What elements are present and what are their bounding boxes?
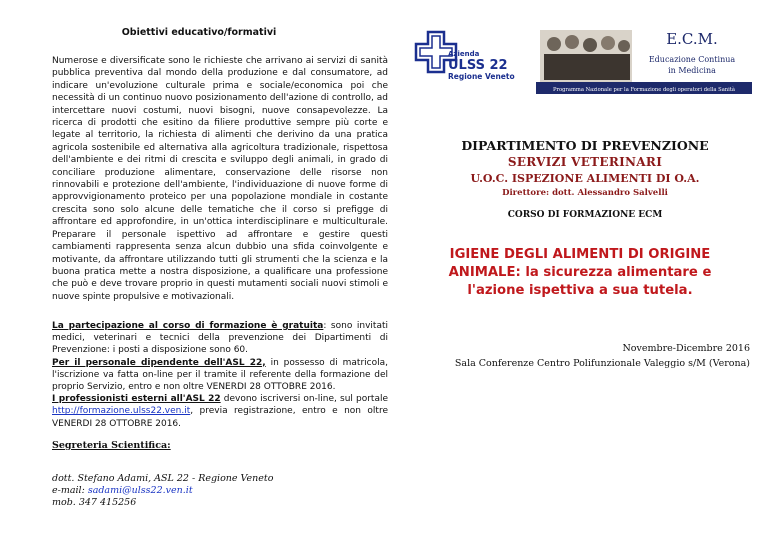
external-rest: , previa registrazione, entro e non oltre VENERDI 28 OTTOBRE 2016. (52, 406, 388, 429)
external-mid: devono iscriversi on-line, sul portale (220, 394, 388, 405)
course-label: CORSO DI FORMAZIONE ECM (507, 210, 663, 220)
ulss-line1: Azienda (448, 50, 480, 58)
internal-paragraph (52, 357, 388, 394)
ecm-portrait-icon (540, 30, 632, 82)
right-panel (384, 0, 768, 543)
course-venue: Sala Conferenze Centro Polifunzionale Valeggio s/M (Verona) (454, 358, 750, 369)
secretariat-email-label: e-mail: (52, 485, 88, 496)
internal-rest: in possesso di matricola, l'iscrizione va fatta on-line per il tramite il referente della formazione del proprio Servizio, entro e non oltre VENERDI 28 OTTOBRE 2016. (52, 357, 388, 393)
course-title (404, 246, 756, 300)
registration-portal-link[interactable]: http://formazione.ulss22.ven.it (52, 406, 191, 417)
ulss22-logo (414, 28, 544, 88)
ulss-line2: ULSS 22 (448, 58, 508, 73)
department-name: DIPARTIMENTO DI PREVENZIONE (461, 138, 709, 153)
course-title-line1: IGIENE DEGLI ALIMENTI DI ORIGINE (449, 247, 711, 262)
course-title-line3: l'azione ispettiva a sua tutela. (467, 283, 693, 298)
external-paragraph (52, 393, 388, 430)
external-lead: I professionisti esterni all'ASL 22 (52, 394, 221, 405)
participation-section (52, 320, 388, 430)
participation-rest: : sono invitati medici, veterinari e tecnici della prevenzione dei Dipartimenti di Prevenzione: i posti a disposizione sono 60. (52, 321, 388, 356)
secretariat-email-link[interactable]: sadami@ulss22.ven.it (87, 485, 193, 496)
participation-paragraph (52, 320, 388, 357)
ecm-title: E.C.M. (666, 30, 718, 48)
course-title-line2: ANIMALE: la sicurezza alimentare e (448, 265, 712, 280)
secretariat-email-line (52, 485, 352, 497)
secretariat-title: Segreteria Scientifica: (52, 440, 171, 451)
director-name: Direttore: dott. Alessandro Salvelli (502, 188, 668, 198)
objectives-title: Obiettivi educativo/formativi (121, 27, 277, 38)
ulss-line3: Regione Veneto (448, 72, 515, 81)
participation-lead: La partecipazione al corso di formazione è gratuita (52, 321, 324, 331)
services-name: SERVIZI VETERINARI (507, 155, 663, 169)
ecm-subtitle2: in Medicina (668, 66, 716, 75)
secretariat-section (52, 440, 352, 509)
unit-name: U.O.C. ISPEZIONE ALIMENTI DI O.A. (470, 172, 700, 185)
ecm-bar-text: Programma Nazionale per la Formazione degli operatori della Sanità (553, 87, 735, 93)
ecm-logo (536, 28, 752, 96)
secretariat-name: dott. Stefano Adami, ASL 22 - Regione Veneto (52, 473, 274, 484)
secretariat-phone: mob. 347 415256 (52, 497, 137, 508)
course-dates: Novembre-Dicembre 2016 (622, 343, 750, 354)
objectives-body: Numerose e diversificate sono le richieste che arrivano ai servizi di sanità pubblica preventiva dal mondo della produzione e dal consumatore, ad indicare un'evoluzione culturale prima e sociale/economica poi che necessità di un continuo nuovo posizionamento dell'azione di controllo, ad intercettare nuovi costumi, nuovi bisogni, nuove consapevolezze. La ricerca di prodotti che esitino da filiere produttive sempre più corte e legate al territorio, la richiesta di alimenti che derivino da una pratica agricola sostenibile ed alternativa alla agricoltura tradizionale, rispettosa dell'ambiente e dei ritmi di crescita e sviluppo degli animali, in grado di conciliare produzione alimentare, conservazione delle risorse non rinnovabili e protezione dell'ambiente, l'individuazione di nuove forme di approvvigionamento proteico per una popolazione mondiale in costante crescita sono solo alcune delle tematiche che il corso si prefigge di affrontare ed approfondire, in un'ottica interdisciplinare e multiculturale. Preparare il personale ispettivo ad affrontare e gestire questi cambiamenti rappresenta senza alcun dubbio una sfida coinvolgente e motivante, da affrontare utilizzando tutti gli strumenti che la scienza e la buona pratica mette a nostra disposizione, a qualificare una professione che può e deve trovare proprio in questi mutamenti sociali nuovi stimoli e nuove spinte propulsive e motivazionali. (52, 56, 388, 302)
internal-lead: Per il personale dipendente dell'ASL 22, (52, 357, 266, 368)
ecm-subtitle1: Educazione Continua (648, 55, 736, 64)
